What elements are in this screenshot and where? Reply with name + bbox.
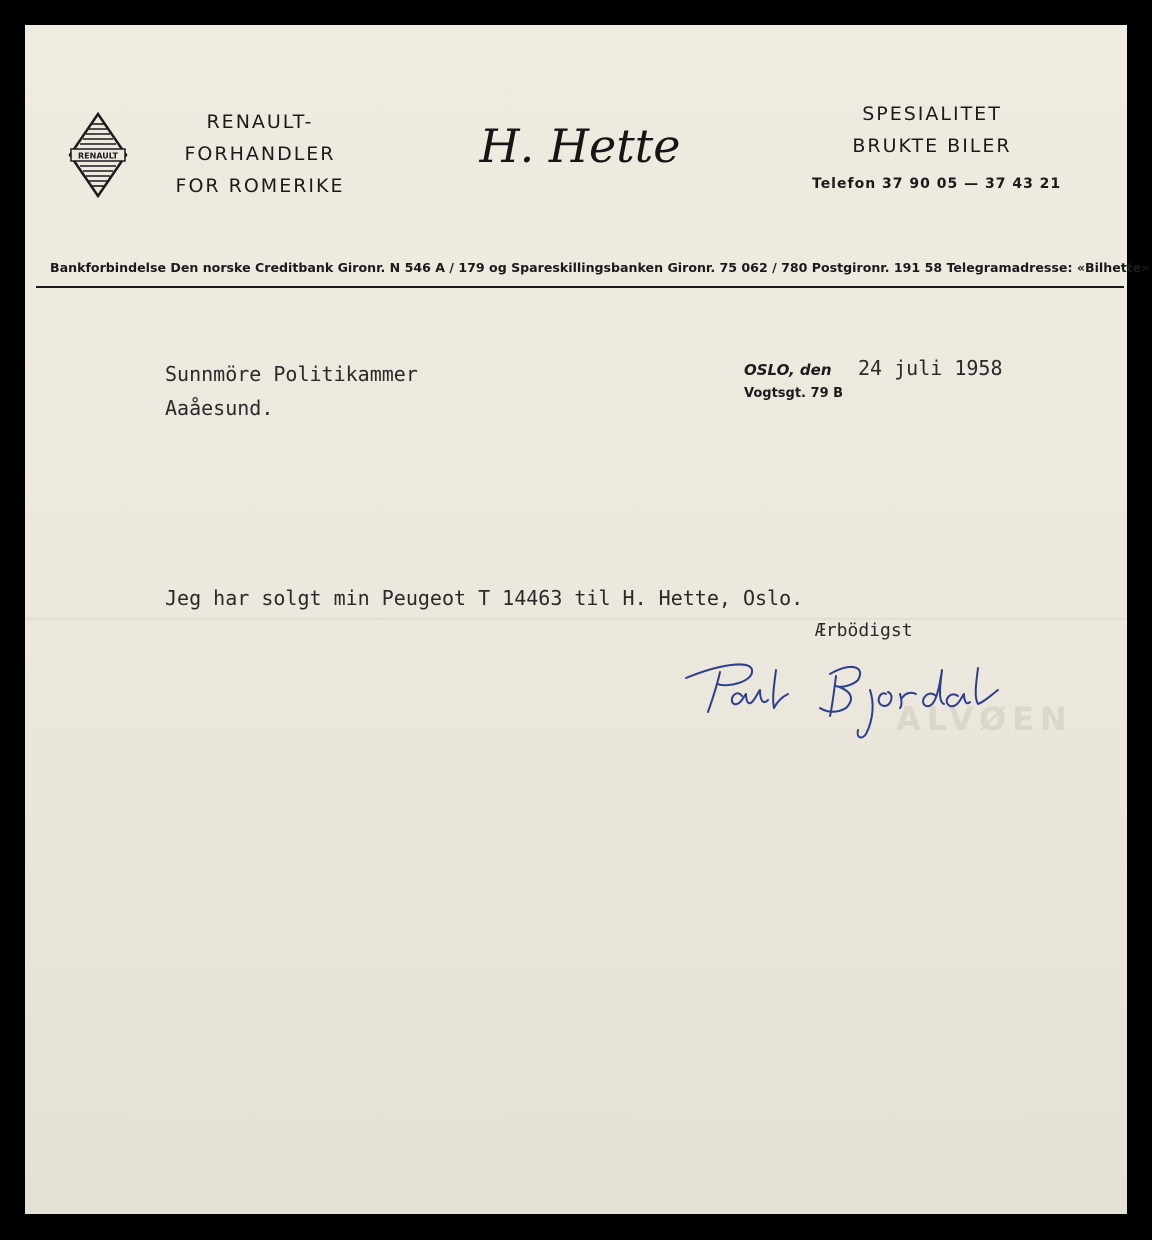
- dealer-line-1: RENAULT-: [206, 111, 314, 133]
- telephone: Telefon 37 90 05 — 37 43 21: [812, 176, 1062, 192]
- bank-details: Bankforbindelse Den norske Creditbank Gironr. N 546 A / 179 og Spareskillingsbanken Gironr. 75 062 / 780 Postgironr. 191 58 Telegramadresse: «Bilhette»: [50, 260, 1150, 275]
- date-value: 24 juli 1958: [858, 356, 1003, 380]
- specialty-line-1: SPESIALITET: [862, 103, 1002, 125]
- logo-text: RENAULT: [78, 151, 118, 161]
- header-rule: [36, 286, 1124, 288]
- dealer-title: [150, 106, 370, 202]
- faint-stamp: ALVØEN: [896, 700, 1073, 738]
- recipient-line-1: Sunnmöre Politikammer: [165, 362, 418, 386]
- sender-address: Vogtsgt. 79 B: [744, 386, 844, 401]
- recipient-line-2: Aaåesund.: [165, 396, 274, 420]
- brand-name: H. Hette: [479, 119, 681, 173]
- dealer-line-2: FORHANDLER: [184, 143, 336, 165]
- dealer-line-3: FOR ROMERIKE: [175, 175, 345, 197]
- signature-text: Paul Bjørdal: [680, 748, 693, 750]
- body-text: Jeg har solgt min Peugeot T 14463 til H. Hette, Oslo.: [165, 586, 804, 610]
- handwritten-signature: [680, 650, 1030, 750]
- closing: Ærbödigst: [815, 620, 913, 641]
- renault-diamond-logo: [68, 112, 128, 198]
- specialty-block: [812, 98, 1062, 192]
- brand-script-logo: [430, 112, 730, 182]
- paper-fold: [25, 618, 1127, 622]
- specialty-line-2: BRUKTE BILER: [852, 135, 1012, 157]
- date-place: OSLO, den: [744, 361, 832, 379]
